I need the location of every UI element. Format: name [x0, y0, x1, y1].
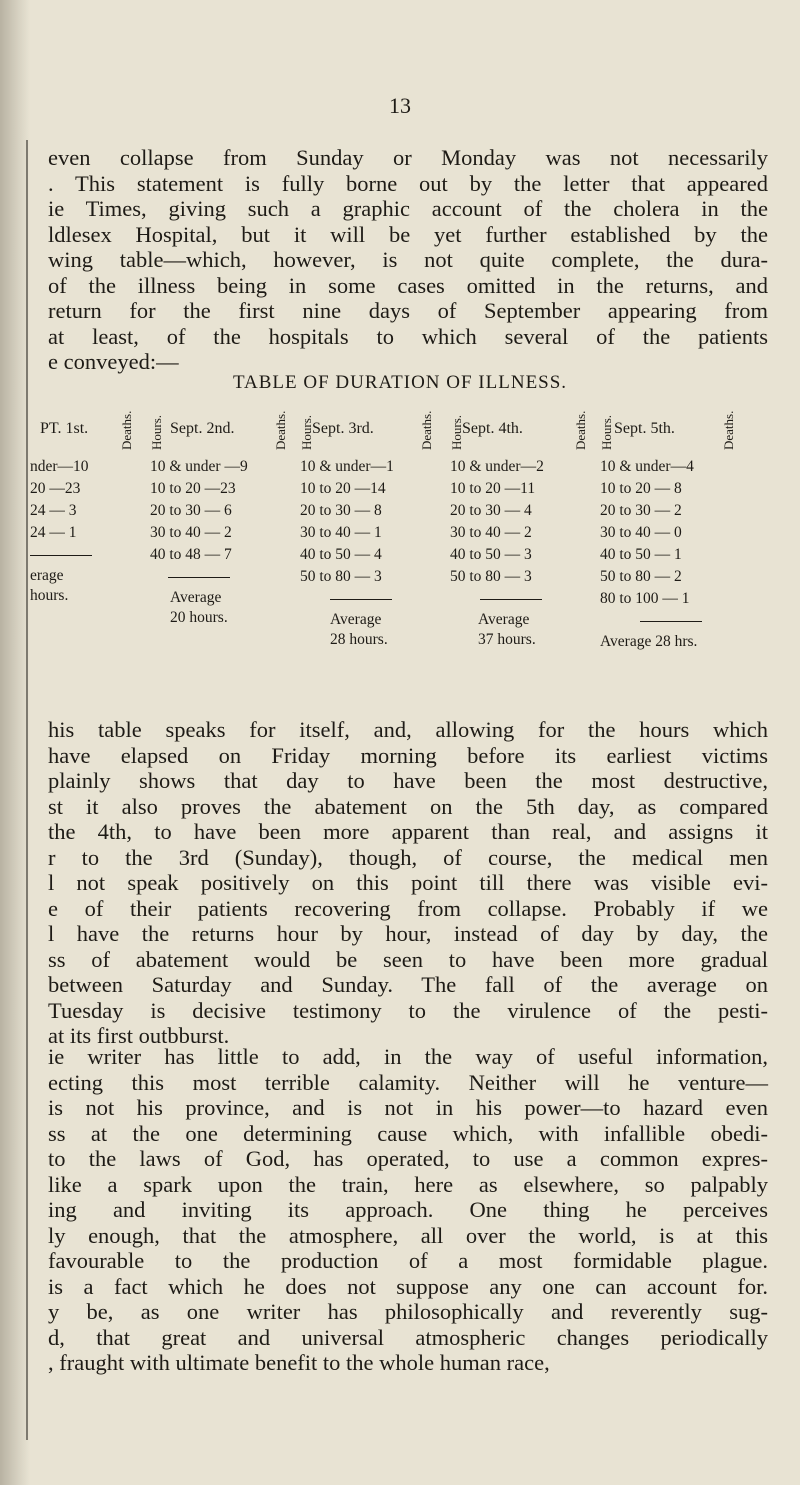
- text-line: to the laws of God, has operated, to use a common expres-: [48, 1146, 768, 1171]
- text-line: his table speaks for itself, and, allowing for the hours which: [48, 717, 768, 742]
- hours-label: Hours.: [299, 414, 314, 450]
- table-row: 40 to 48 — 7: [150, 546, 232, 563]
- text-line: like a spark upon the train, here as elsewhere, so palpably: [48, 1171, 768, 1197]
- average-label: Average: [330, 611, 382, 628]
- text-line: wing table—which, however, is not quite complete, the dura-: [48, 247, 768, 272]
- average-label: Average: [170, 589, 222, 606]
- binding-shadow-line: [26, 140, 28, 1440]
- table-row: 40 to 50 — 4: [300, 546, 382, 563]
- paragraph-3: [48, 1044, 768, 1376]
- text-line: ss at the one determining cause which, with infallible obedi-: [48, 1120, 768, 1146]
- table-title: TABLE OF DURATION OF ILLNESS.: [232, 372, 568, 393]
- table-rule: [30, 544, 150, 566]
- table-row: 30 to 40 — 2: [450, 524, 532, 541]
- text-line: Tuesday is decisive testimony to the virulence of the pesti-: [48, 997, 768, 1023]
- text-line: d, that great and universal atmospheric changes periodically: [48, 1324, 768, 1350]
- hours-label: Hours.: [599, 414, 614, 450]
- average-value: Average 28 hrs.: [600, 633, 698, 650]
- text-line: e of their patients recovering from collapse. Probably if we: [48, 895, 768, 921]
- column-heading: PT. 1st.: [40, 420, 89, 437]
- column-heading: Sept. 4th.: [462, 420, 523, 437]
- text-line: ecting this most terrible calamity. Neither will he venture—: [48, 1069, 768, 1095]
- text-line: , fraught with ultimate benefit to the whole human race,: [48, 1350, 550, 1375]
- text-line: at its first outbburst.: [48, 1023, 230, 1048]
- table-row: 10 & under—2: [450, 458, 544, 475]
- text-line: l have the returns hour by hour, instead of day by day, the: [48, 921, 768, 946]
- table-row: 24 — 1: [30, 524, 77, 541]
- text-line: at least, of the hospitals to which several of the patients: [48, 323, 768, 349]
- text-line: st it also proves the abatement on the 5th day, as compared: [48, 793, 768, 819]
- column-heading: Sept. 2nd.: [170, 420, 235, 437]
- table-rule: [300, 588, 450, 610]
- text-line: favourable to the production of a most formidable plague.: [48, 1248, 768, 1273]
- text-line: e conveyed:—: [48, 349, 179, 374]
- table-column-sept-3: [300, 400, 450, 650]
- average-label: erage: [30, 567, 64, 584]
- text-line: ldlesex Hospital, but it will be yet further established by the: [48, 221, 768, 247]
- table-row: 10 & under —9: [150, 458, 248, 475]
- table-row: 40 to 50 — 3: [450, 546, 532, 563]
- table-column-sept-2: [150, 400, 300, 628]
- column-header: [30, 400, 150, 456]
- table-row: 10 to 20 — 8: [600, 480, 682, 497]
- table-row: 50 to 80 — 3: [450, 568, 532, 585]
- deaths-label: Deaths.: [419, 410, 434, 450]
- deaths-label: Deaths.: [721, 410, 736, 450]
- paragraph-2: [48, 717, 768, 1049]
- table-column-sept-1: [30, 400, 150, 606]
- table-row: 80 to 100 — 1: [600, 590, 690, 607]
- hours-label: Hours.: [149, 414, 164, 450]
- text-line: have elapsed on Friday morning before its earliest victims: [48, 742, 768, 768]
- hours-label: Hours.: [449, 414, 464, 450]
- paragraph-1: [48, 145, 768, 375]
- text-line: ie Times, giving such a graphic account of the cholera in the: [48, 196, 768, 221]
- average-value: 37 hours.: [478, 631, 536, 648]
- text-line: return for the first nine days of September appearing from: [48, 298, 768, 323]
- table-row: 20 —23: [30, 480, 81, 497]
- average-value: 28 hours.: [330, 631, 388, 648]
- text-line: of the illness being in some cases omitted in the returns, and: [48, 272, 768, 298]
- column-header: [300, 400, 450, 456]
- average-value: hours.: [30, 587, 69, 604]
- table-row: 24 — 3: [30, 502, 77, 519]
- table-row: 10 & under—1: [300, 458, 394, 475]
- table-row: 20 to 30 — 4: [450, 502, 532, 519]
- table-row: 30 to 40 — 2: [150, 524, 232, 541]
- text-line: r to the 3rd (Sunday), though, of course, the medical men: [48, 844, 768, 870]
- table-row: 20 to 30 — 2: [600, 502, 682, 519]
- text-line: ie writer has little to add, in the way of useful information,: [48, 1044, 768, 1069]
- column-header: [150, 400, 300, 456]
- text-line: . This statement is fully borne out by the letter that appeared: [48, 170, 768, 196]
- text-line: between Saturday and Sunday. The fall of the average on: [48, 972, 768, 997]
- deaths-label: Deaths.: [273, 410, 288, 450]
- table-rule: [450, 588, 600, 610]
- page-number: 13: [389, 93, 411, 118]
- text-line: the 4th, to have been more apparent than real, and assigns it: [48, 819, 768, 844]
- text-line: ly enough, that the atmosphere, all over the world, is at this: [48, 1222, 768, 1248]
- table-rule: [600, 610, 770, 632]
- table-row: 40 to 50 — 1: [600, 546, 682, 563]
- text-line: l not speak positively on this point till there was visible evi-: [48, 870, 768, 895]
- column-heading: Sept. 5th.: [614, 420, 675, 437]
- text-line: plainly shows that day to have been the most destructive,: [48, 768, 768, 793]
- table-row: 10 & under—4: [600, 458, 694, 475]
- table-row: 30 to 40 — 0: [600, 524, 682, 541]
- average-label: Average: [478, 611, 530, 628]
- table-row: 20 to 30 — 8: [300, 502, 382, 519]
- deaths-label: Deaths.: [573, 410, 588, 450]
- text-line: ing and inviting its approach. One thing he perceives: [48, 1197, 768, 1222]
- table-row: 10 to 20 —11: [450, 480, 536, 497]
- deaths-label: Deaths.: [119, 410, 134, 450]
- table-row: 10 to 20 —14: [300, 480, 386, 497]
- column-header: [450, 400, 600, 456]
- table-row: 50 to 80 — 3: [300, 568, 382, 585]
- column-header: [600, 400, 770, 456]
- text-line: ss of abatement would be seen to have been more gradual: [48, 946, 768, 972]
- text-line: is not his province, and is not in his power—to hazard even: [48, 1095, 768, 1120]
- text-line: even collapse from Sunday or Monday was not necessarily: [48, 145, 768, 170]
- table-rule: [150, 566, 300, 588]
- column-heading: Sept. 3rd.: [312, 420, 374, 437]
- table-column-sept-4: [450, 400, 600, 650]
- table-column-sept-5: [600, 400, 770, 652]
- table-row: 50 to 80 — 2: [600, 568, 682, 585]
- table-row: 20 to 30 — 6: [150, 502, 232, 519]
- text-line: y be, as one writer has philosophically and reverently sug-: [48, 1299, 768, 1324]
- table-row: nder—10: [30, 458, 89, 475]
- table-row: 30 to 40 — 1: [300, 524, 382, 541]
- table-row: 10 to 20 —23: [150, 480, 236, 497]
- average-value: 20 hours.: [170, 609, 228, 626]
- text-line: is a fact which he does not suppose any one can account for.: [48, 1273, 768, 1299]
